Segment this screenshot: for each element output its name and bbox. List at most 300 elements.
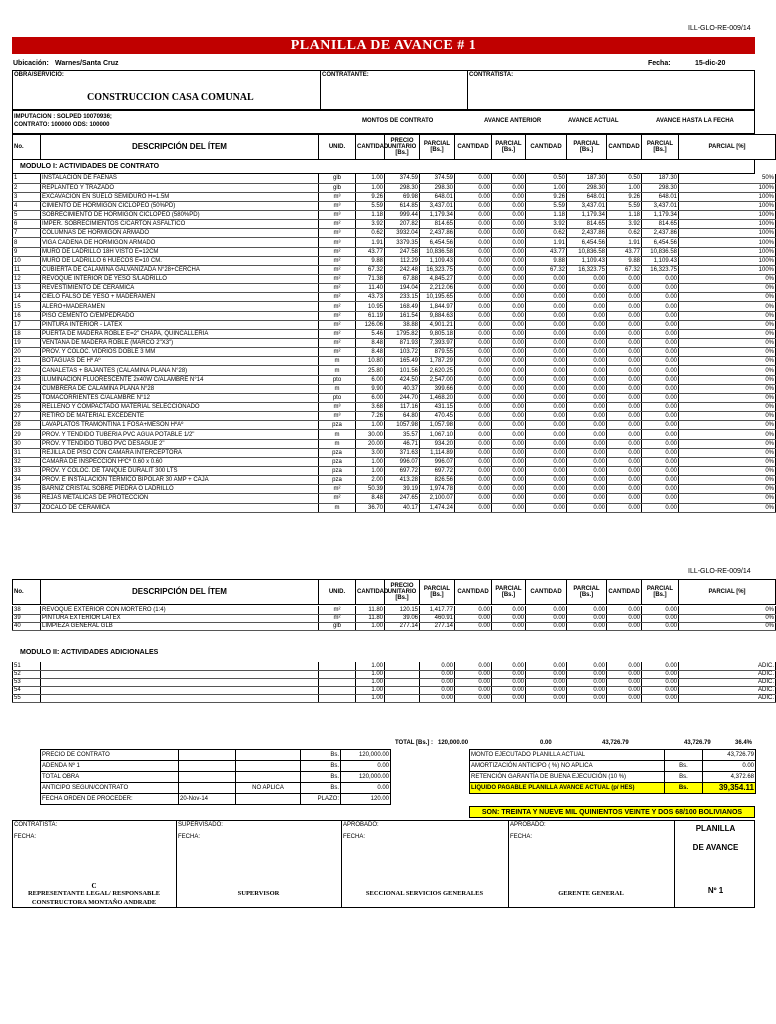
table-cell: 67.32 bbox=[356, 265, 385, 274]
table-cell: 0.00 bbox=[642, 403, 679, 412]
table-cell: RETIRO DE MATERIAL EXCEDENTE bbox=[41, 412, 319, 421]
table-cell: 0.00 bbox=[492, 284, 526, 293]
table-cell: m² bbox=[319, 485, 356, 494]
table-cell: 1795.82 bbox=[385, 329, 420, 338]
table-cell: 0.00 bbox=[526, 412, 567, 421]
table-cell: 0.00 bbox=[492, 348, 526, 357]
summary-cell: PRECIO DE CONTRATO bbox=[41, 750, 179, 761]
table-row bbox=[13, 265, 776, 274]
table-cell: 0.00 bbox=[455, 329, 492, 338]
total-actual: 43,726.79 bbox=[602, 740, 629, 746]
table-cell: 2,620.25 bbox=[420, 366, 455, 375]
rep-legal: REPRESENTANTE LEGAL/ RESPONSABLE bbox=[27, 890, 161, 897]
total-label: TOTAL [Bs.] : bbox=[395, 740, 433, 746]
table-cell: 24 bbox=[13, 384, 41, 393]
de-avance-label: DE AVANCE bbox=[692, 843, 739, 852]
table-cell: 165.49 bbox=[385, 357, 420, 366]
table-cell: 1.00 bbox=[356, 457, 385, 466]
table-cell: 20.00 bbox=[356, 439, 385, 448]
table-cell: 0.00 bbox=[455, 238, 492, 247]
table-cell: pto bbox=[319, 375, 356, 384]
table-cell: 9.88 bbox=[607, 256, 642, 265]
table-cell: 0.00 bbox=[492, 201, 526, 210]
table-cell bbox=[385, 678, 420, 686]
table-cell: 0.00 bbox=[642, 476, 679, 485]
table-cell: 0.00 bbox=[607, 448, 642, 457]
table-cell: LAVAPLATOS TRAMONTINA 1 FOSA+MESON HºAº bbox=[41, 421, 319, 430]
table-cell: 3379.35 bbox=[385, 238, 420, 247]
table-cell: 11 bbox=[13, 265, 41, 274]
col-cantidad: CANTIDAD bbox=[356, 580, 385, 605]
table-cell: 0.00 bbox=[607, 275, 642, 284]
table-cell: 0.00 bbox=[455, 694, 492, 702]
table-cell: 0.00 bbox=[455, 220, 492, 229]
table-cell: 0.50 bbox=[607, 174, 642, 183]
table-cell: 0.00 bbox=[492, 485, 526, 494]
table-cell: ADIC. bbox=[679, 694, 776, 702]
avance-actual-label: AVANCE ACTUAL bbox=[568, 118, 619, 124]
table-cell: 0.00 bbox=[455, 384, 492, 393]
table-cell: 0.00 bbox=[492, 384, 526, 393]
table-cell: 0.00 bbox=[642, 670, 679, 678]
table-cell: m³ bbox=[319, 238, 356, 247]
table-cell: 4 bbox=[13, 201, 41, 210]
table-cell: 1.18 bbox=[607, 211, 642, 220]
table-cell: 46.71 bbox=[385, 439, 420, 448]
table-cell: 0% bbox=[679, 485, 776, 494]
table-cell: 0% bbox=[679, 614, 776, 622]
table-cell: 0% bbox=[679, 293, 776, 302]
items-table-2 bbox=[12, 606, 776, 631]
table-cell: REJAS METALICAS DE PROTECCION bbox=[41, 494, 319, 503]
table-cell: m³ bbox=[319, 403, 356, 412]
items-table-3 bbox=[12, 662, 776, 703]
table-cell: 0.00 bbox=[607, 494, 642, 503]
table-cell bbox=[41, 662, 319, 670]
table-cell: 10.95 bbox=[356, 302, 385, 311]
table-cell: 0.00 bbox=[567, 339, 607, 348]
table-cell: 0.00 bbox=[642, 622, 679, 630]
table-cell: 0.00 bbox=[642, 678, 679, 686]
table-cell: 0.00 bbox=[455, 357, 492, 366]
summary-cell: FECHA ORDEN DE PROCEDER: bbox=[41, 794, 179, 805]
table-cell: 0.00 bbox=[526, 686, 567, 694]
table-cell: 1,179.34 bbox=[567, 211, 607, 220]
table-cell: 0.00 bbox=[607, 375, 642, 384]
table-cell bbox=[385, 686, 420, 694]
table-cell: 38.88 bbox=[385, 320, 420, 329]
col-parcial-pct: PARCIAL [%] bbox=[679, 580, 776, 605]
table-cell: 0.00 bbox=[492, 494, 526, 503]
table-cell: 0.00 bbox=[567, 284, 607, 293]
table-cell: 460.91 bbox=[420, 614, 455, 622]
sig-c: C bbox=[91, 882, 97, 890]
table-cell: CUMBRERA DE CALAMINA PLANA N°28 bbox=[41, 384, 319, 393]
table-cell: 6,454.56 bbox=[567, 238, 607, 247]
table-cell: PROV. Y COLOC. DE TANQUE DURALIT 300 LTS bbox=[41, 467, 319, 476]
table-cell: 1.00 bbox=[356, 421, 385, 430]
table-cell: 0.00 bbox=[642, 412, 679, 421]
table-cell: 187.30 bbox=[567, 174, 607, 183]
table-row bbox=[13, 375, 776, 384]
table-cell: m² bbox=[319, 265, 356, 274]
table-cell: 3,437.01 bbox=[567, 201, 607, 210]
table-cell: 0.00 bbox=[567, 622, 607, 630]
table-cell: m² bbox=[319, 256, 356, 265]
table-cell: 0.00 bbox=[455, 670, 492, 678]
table-cell: 22 bbox=[13, 366, 41, 375]
table-cell: 0.00 bbox=[455, 393, 492, 402]
table-cell: 0.00 bbox=[455, 622, 492, 630]
table-cell: 814.65 bbox=[567, 220, 607, 229]
divider bbox=[320, 70, 321, 110]
table-cell: 374.59 bbox=[385, 174, 420, 183]
table-cell: 0.00 bbox=[455, 192, 492, 201]
table-cell: CUBIERTA DE CALAMINA GALVANIZADA N°28+CERCHA bbox=[41, 265, 319, 274]
table-cell: 0.00 bbox=[526, 293, 567, 302]
table-cell: 0.00 bbox=[492, 662, 526, 670]
table-cell: 2,437.86 bbox=[420, 229, 455, 238]
table-cell: 1.00 bbox=[356, 662, 385, 670]
summary-cell: TOTAL OBRA bbox=[41, 772, 179, 783]
table-cell: 2,100.07 bbox=[420, 494, 455, 503]
table-cell: 10,836.58 bbox=[642, 247, 679, 256]
table-row bbox=[13, 229, 776, 238]
table-cell bbox=[41, 686, 319, 694]
table-cell: 10,836.58 bbox=[420, 247, 455, 256]
table-cell: m² bbox=[319, 220, 356, 229]
table-cell: 1,179.34 bbox=[420, 211, 455, 220]
table-cell: 7,393.97 bbox=[420, 339, 455, 348]
table-cell: 0.00 bbox=[526, 348, 567, 357]
table-cell: BOTAGUAS DE Hº Aº bbox=[41, 357, 319, 366]
table-cell: 0.00 bbox=[526, 622, 567, 630]
table-cell: 8.48 bbox=[356, 494, 385, 503]
table-cell: 43.77 bbox=[526, 247, 567, 256]
table-cell: 0.00 bbox=[642, 302, 679, 311]
table-row bbox=[13, 439, 776, 448]
sig-supervisado: SUPERVISADO: bbox=[178, 822, 223, 828]
imputacion: IMPUTACION : SOLPED 10070936; bbox=[14, 114, 112, 120]
table-cell: 0.00 bbox=[492, 293, 526, 302]
col-parcial: PARCIAL [Bs.] bbox=[492, 580, 526, 605]
table-cell: 0.00 bbox=[492, 256, 526, 265]
table-cell: PROV. E INSTALACION TERMICO BIPOLAR 30 AMP + CAJA bbox=[41, 476, 319, 485]
table-row bbox=[13, 320, 776, 329]
table-cell: 0.00 bbox=[526, 329, 567, 338]
table-cell: 39.06 bbox=[385, 614, 420, 622]
table-cell: 277.14 bbox=[385, 622, 420, 630]
table-cell: 15 bbox=[13, 302, 41, 311]
table-cell: 1.00 bbox=[356, 183, 385, 192]
table-cell: m³ bbox=[319, 211, 356, 220]
table-cell: 8 bbox=[13, 238, 41, 247]
table-cell: CIELO FALSO DE YESO + MADERAMEN bbox=[41, 293, 319, 302]
table-row bbox=[13, 293, 776, 302]
table-cell: 0.00 bbox=[526, 284, 567, 293]
table-cell: 0.00 bbox=[492, 421, 526, 430]
table-cell: 0.00 bbox=[567, 614, 607, 622]
table-cell: 35.57 bbox=[385, 430, 420, 439]
table-cell: 1.00 bbox=[526, 183, 567, 192]
table-cell: 0.00 bbox=[567, 302, 607, 311]
col-cantidad: CANTIDAD bbox=[455, 135, 492, 160]
table-cell: 413.28 bbox=[385, 476, 420, 485]
table-row bbox=[13, 503, 776, 512]
table-cell: 0.00 bbox=[607, 686, 642, 694]
table-cell: 0.00 bbox=[492, 503, 526, 512]
table-cell: 0.00 bbox=[455, 606, 492, 614]
table-cell: 187.30 bbox=[642, 174, 679, 183]
col-desc: DESCRIPCIÓN DEL ÍTEM bbox=[41, 135, 319, 160]
table-cell: 1,474.24 bbox=[420, 503, 455, 512]
table-cell: m bbox=[319, 384, 356, 393]
table-cell: 52 bbox=[13, 670, 41, 678]
table-cell: 244.70 bbox=[385, 393, 420, 402]
son-amount-words: SON: TREINTA Y NUEVE MIL QUINIENTOS VEINTE Y DOS 68/100 BOLIVIANOS bbox=[469, 806, 755, 818]
table-cell: 0.00 bbox=[607, 503, 642, 512]
table-cell: 0% bbox=[679, 439, 776, 448]
table-cell: 0% bbox=[679, 430, 776, 439]
table-cell: 207.82 bbox=[385, 220, 420, 229]
left-summary bbox=[40, 749, 391, 805]
table-cell: 16,323.75 bbox=[567, 265, 607, 274]
table-cell: 0.00 bbox=[492, 211, 526, 220]
table-cell: 23 bbox=[13, 375, 41, 384]
table-cell: 0.00 bbox=[607, 662, 642, 670]
summary-row bbox=[41, 772, 391, 783]
table-cell: 0.00 bbox=[567, 439, 607, 448]
table-cell: 0.00 bbox=[567, 694, 607, 702]
table-cell: glb bbox=[319, 622, 356, 630]
table-cell: 0.00 bbox=[526, 606, 567, 614]
table-cell: 0.00 bbox=[492, 220, 526, 229]
table-row bbox=[13, 448, 776, 457]
table-cell: 0.00 bbox=[526, 614, 567, 622]
table-cell: 0.00 bbox=[567, 606, 607, 614]
table-cell: 43.73 bbox=[356, 293, 385, 302]
table-cell: 0.00 bbox=[455, 265, 492, 274]
table-cell: ADIC. bbox=[679, 662, 776, 670]
table-cell: 697.72 bbox=[385, 467, 420, 476]
table-cell: 0.00 bbox=[642, 348, 679, 357]
table-cell: 117.16 bbox=[385, 403, 420, 412]
table-cell: 0.00 bbox=[642, 320, 679, 329]
table-cell: 5.59 bbox=[356, 201, 385, 210]
table-row bbox=[13, 622, 776, 630]
table-cell: 0.00 bbox=[455, 311, 492, 320]
table-cell: 1.00 bbox=[356, 678, 385, 686]
table-cell: 9.90 bbox=[356, 384, 385, 393]
table-cell: 0.00 bbox=[420, 670, 455, 678]
table-cell: 0.00 bbox=[455, 476, 492, 485]
total-contract: 120,000.00 bbox=[438, 740, 469, 746]
table-cell: 0% bbox=[679, 284, 776, 293]
table-cell: 28 bbox=[13, 421, 41, 430]
table-cell: 0% bbox=[679, 302, 776, 311]
table-cell: m² bbox=[319, 293, 356, 302]
table-cell: 648.01 bbox=[420, 192, 455, 201]
table-cell: CANALETAS + BAJANTES (CALAMINA PLANA N°28) bbox=[41, 366, 319, 375]
table-row bbox=[13, 247, 776, 256]
summary-cell bbox=[236, 750, 301, 761]
table-cell: PUERTA DE MADERA ROBLE E=2" CHAPA, QUINCALLERIA bbox=[41, 329, 319, 338]
col-parcial: PARCIAL [Bs.] bbox=[642, 135, 679, 160]
summary-cell: LIQUIDO PAGABLE PLANILLA AVANCE ACTUAL (p/ HES) bbox=[470, 783, 665, 794]
table-cell: 0% bbox=[679, 622, 776, 630]
table-cell: 1.91 bbox=[607, 238, 642, 247]
table-cell: 614.85 bbox=[385, 201, 420, 210]
table-cell: 40 bbox=[13, 622, 41, 630]
table-cell: 996.07 bbox=[420, 457, 455, 466]
table-cell: 0.00 bbox=[526, 421, 567, 430]
table-cell: 996.07 bbox=[385, 457, 420, 466]
table-cell: 126.06 bbox=[356, 320, 385, 329]
table-cell: 0% bbox=[679, 311, 776, 320]
table-cell: 0.00 bbox=[492, 606, 526, 614]
table-cell: 9.88 bbox=[356, 256, 385, 265]
table-row bbox=[13, 211, 776, 220]
table-cell: 0.00 bbox=[492, 183, 526, 192]
table-row bbox=[13, 348, 776, 357]
table-cell: REVESTIMIENTO DE CERAMICA bbox=[41, 284, 319, 293]
table-cell: CAMARA DE INSPECCION HºCº 0.60 x 0.60 bbox=[41, 457, 319, 466]
table-cell: PROV. Y TENDIDO TUBERIA PVC AGUA POTABLE 1/2" bbox=[41, 430, 319, 439]
table-cell: 0.00 bbox=[607, 293, 642, 302]
table-cell: 6,454.56 bbox=[642, 238, 679, 247]
table-cell: m² bbox=[319, 247, 356, 256]
table-cell: 3.92 bbox=[526, 220, 567, 229]
table-cell: 0.00 bbox=[607, 467, 642, 476]
table-cell: 3,437.01 bbox=[420, 201, 455, 210]
col-parcial: PARCIAL [Bs.] bbox=[492, 135, 526, 160]
table-cell: 298.30 bbox=[642, 183, 679, 192]
table-row bbox=[13, 606, 776, 614]
table-cell: 3.00 bbox=[356, 448, 385, 457]
table-cell: 0.00 bbox=[492, 302, 526, 311]
table-row bbox=[13, 686, 776, 694]
col-parcial: PARCIAL [Bs.] bbox=[420, 135, 455, 160]
table-cell: m² bbox=[319, 284, 356, 293]
table-cell: 0.00 bbox=[642, 467, 679, 476]
table-cell: 242.48 bbox=[385, 265, 420, 274]
summary-cell bbox=[179, 772, 236, 783]
table-cell: 9,884.63 bbox=[420, 311, 455, 320]
table-cell: 100% bbox=[679, 220, 776, 229]
table-cell: 0.00 bbox=[642, 284, 679, 293]
table-cell: 1 bbox=[13, 174, 41, 183]
contratante-label: CONTRATANTE: bbox=[322, 72, 369, 78]
table-cell: 0.00 bbox=[567, 275, 607, 284]
col-no: No. bbox=[13, 135, 41, 160]
table-cell: REPLANTEO Y TRAZADO bbox=[41, 183, 319, 192]
table-cell: 1.00 bbox=[356, 622, 385, 630]
table-cell: m² bbox=[319, 348, 356, 357]
table-cell: 0.00 bbox=[492, 357, 526, 366]
table-cell: 0.62 bbox=[526, 229, 567, 238]
table-cell: 0.00 bbox=[567, 384, 607, 393]
table-cell: 29 bbox=[13, 430, 41, 439]
table-cell: 0.00 bbox=[492, 476, 526, 485]
table-cell: ZOCALO DE CERAMICA bbox=[41, 503, 319, 512]
table-cell: 0.00 bbox=[455, 439, 492, 448]
table-cell: 0.00 bbox=[492, 686, 526, 694]
table-cell: 39 bbox=[13, 614, 41, 622]
table-cell: pza bbox=[319, 421, 356, 430]
table-cell: 64.80 bbox=[385, 412, 420, 421]
document-code: ILL-GLO-RE-009/14 bbox=[688, 568, 751, 575]
table-cell: 0% bbox=[679, 421, 776, 430]
table-cell: 0.00 bbox=[642, 448, 679, 457]
table-cell: 0.00 bbox=[492, 670, 526, 678]
col-precio: PRECIO UNITARIO [Bs.] bbox=[385, 580, 420, 605]
table-cell: 0.00 bbox=[567, 357, 607, 366]
table-cell: 0.00 bbox=[420, 686, 455, 694]
col-desc: DESCRIPCIÓN DEL ÍTEM bbox=[41, 580, 319, 605]
table-cell: 6.00 bbox=[356, 375, 385, 384]
table-cell: pza bbox=[319, 457, 356, 466]
document-code: ILL-GLO-RE-009/14 bbox=[688, 25, 751, 32]
table-cell: 0.00 bbox=[455, 284, 492, 293]
table-cell: 0.00 bbox=[455, 421, 492, 430]
table-cell: 27 bbox=[13, 412, 41, 421]
table-row bbox=[13, 238, 776, 247]
col-parcial: PARCIAL [Bs.] bbox=[642, 580, 679, 605]
table-cell: m bbox=[319, 357, 356, 366]
table-row bbox=[13, 678, 776, 686]
table-cell: 374.59 bbox=[420, 174, 455, 183]
table-cell: 0.00 bbox=[526, 457, 567, 466]
table-cell: 13 bbox=[13, 284, 41, 293]
constructora: CONSTRUCTORA MONTAÑO ANDRADE bbox=[31, 899, 157, 906]
sig-fecha: FECHA: bbox=[178, 834, 201, 840]
table-cell: 0.00 bbox=[492, 430, 526, 439]
table-cell: 0.00 bbox=[492, 366, 526, 375]
table-cell: 0.00 bbox=[567, 421, 607, 430]
table-cell: 0.00 bbox=[642, 421, 679, 430]
summary-cell: 43,726.79 bbox=[703, 750, 756, 761]
col-cantidad: CANTIDAD bbox=[356, 135, 385, 160]
table-cell: SOBRECIMIENTO DE HORMIGON CICLOPEO (580%PD) bbox=[41, 211, 319, 220]
summary-cell bbox=[236, 794, 301, 805]
table-row bbox=[13, 384, 776, 393]
obra-box bbox=[12, 70, 755, 110]
table-cell: 0.00 bbox=[607, 421, 642, 430]
table-cell: 697.72 bbox=[420, 467, 455, 476]
table-cell: REVOQUE INTERIOR DE YESO S/LADRILLO bbox=[41, 275, 319, 284]
table-cell: 38 bbox=[13, 606, 41, 614]
table-cell: 0.00 bbox=[526, 384, 567, 393]
table-cell: m³ bbox=[319, 192, 356, 201]
summary-cell bbox=[236, 772, 301, 783]
table-cell: 0.00 bbox=[607, 339, 642, 348]
table-cell: 17 bbox=[13, 320, 41, 329]
table-cell: BARNIZ CRISTAL SOBRE PIEDRA O LADRILLO bbox=[41, 485, 319, 494]
table-row bbox=[13, 393, 776, 402]
table-cell: 53 bbox=[13, 678, 41, 686]
table-cell: 0.00 bbox=[642, 439, 679, 448]
table-cell: 16,323.75 bbox=[642, 265, 679, 274]
table-cell: 0.00 bbox=[455, 211, 492, 220]
col-unid: UNID. bbox=[319, 135, 356, 160]
table-cell: m² bbox=[319, 494, 356, 503]
table-cell: 10.80 bbox=[356, 357, 385, 366]
summary-cell: 120.00 bbox=[341, 794, 391, 805]
table-cell: 0.00 bbox=[492, 457, 526, 466]
table-cell: 0.00 bbox=[526, 366, 567, 375]
table-row bbox=[13, 614, 776, 622]
summary-cell: NO APLICA bbox=[236, 783, 301, 794]
